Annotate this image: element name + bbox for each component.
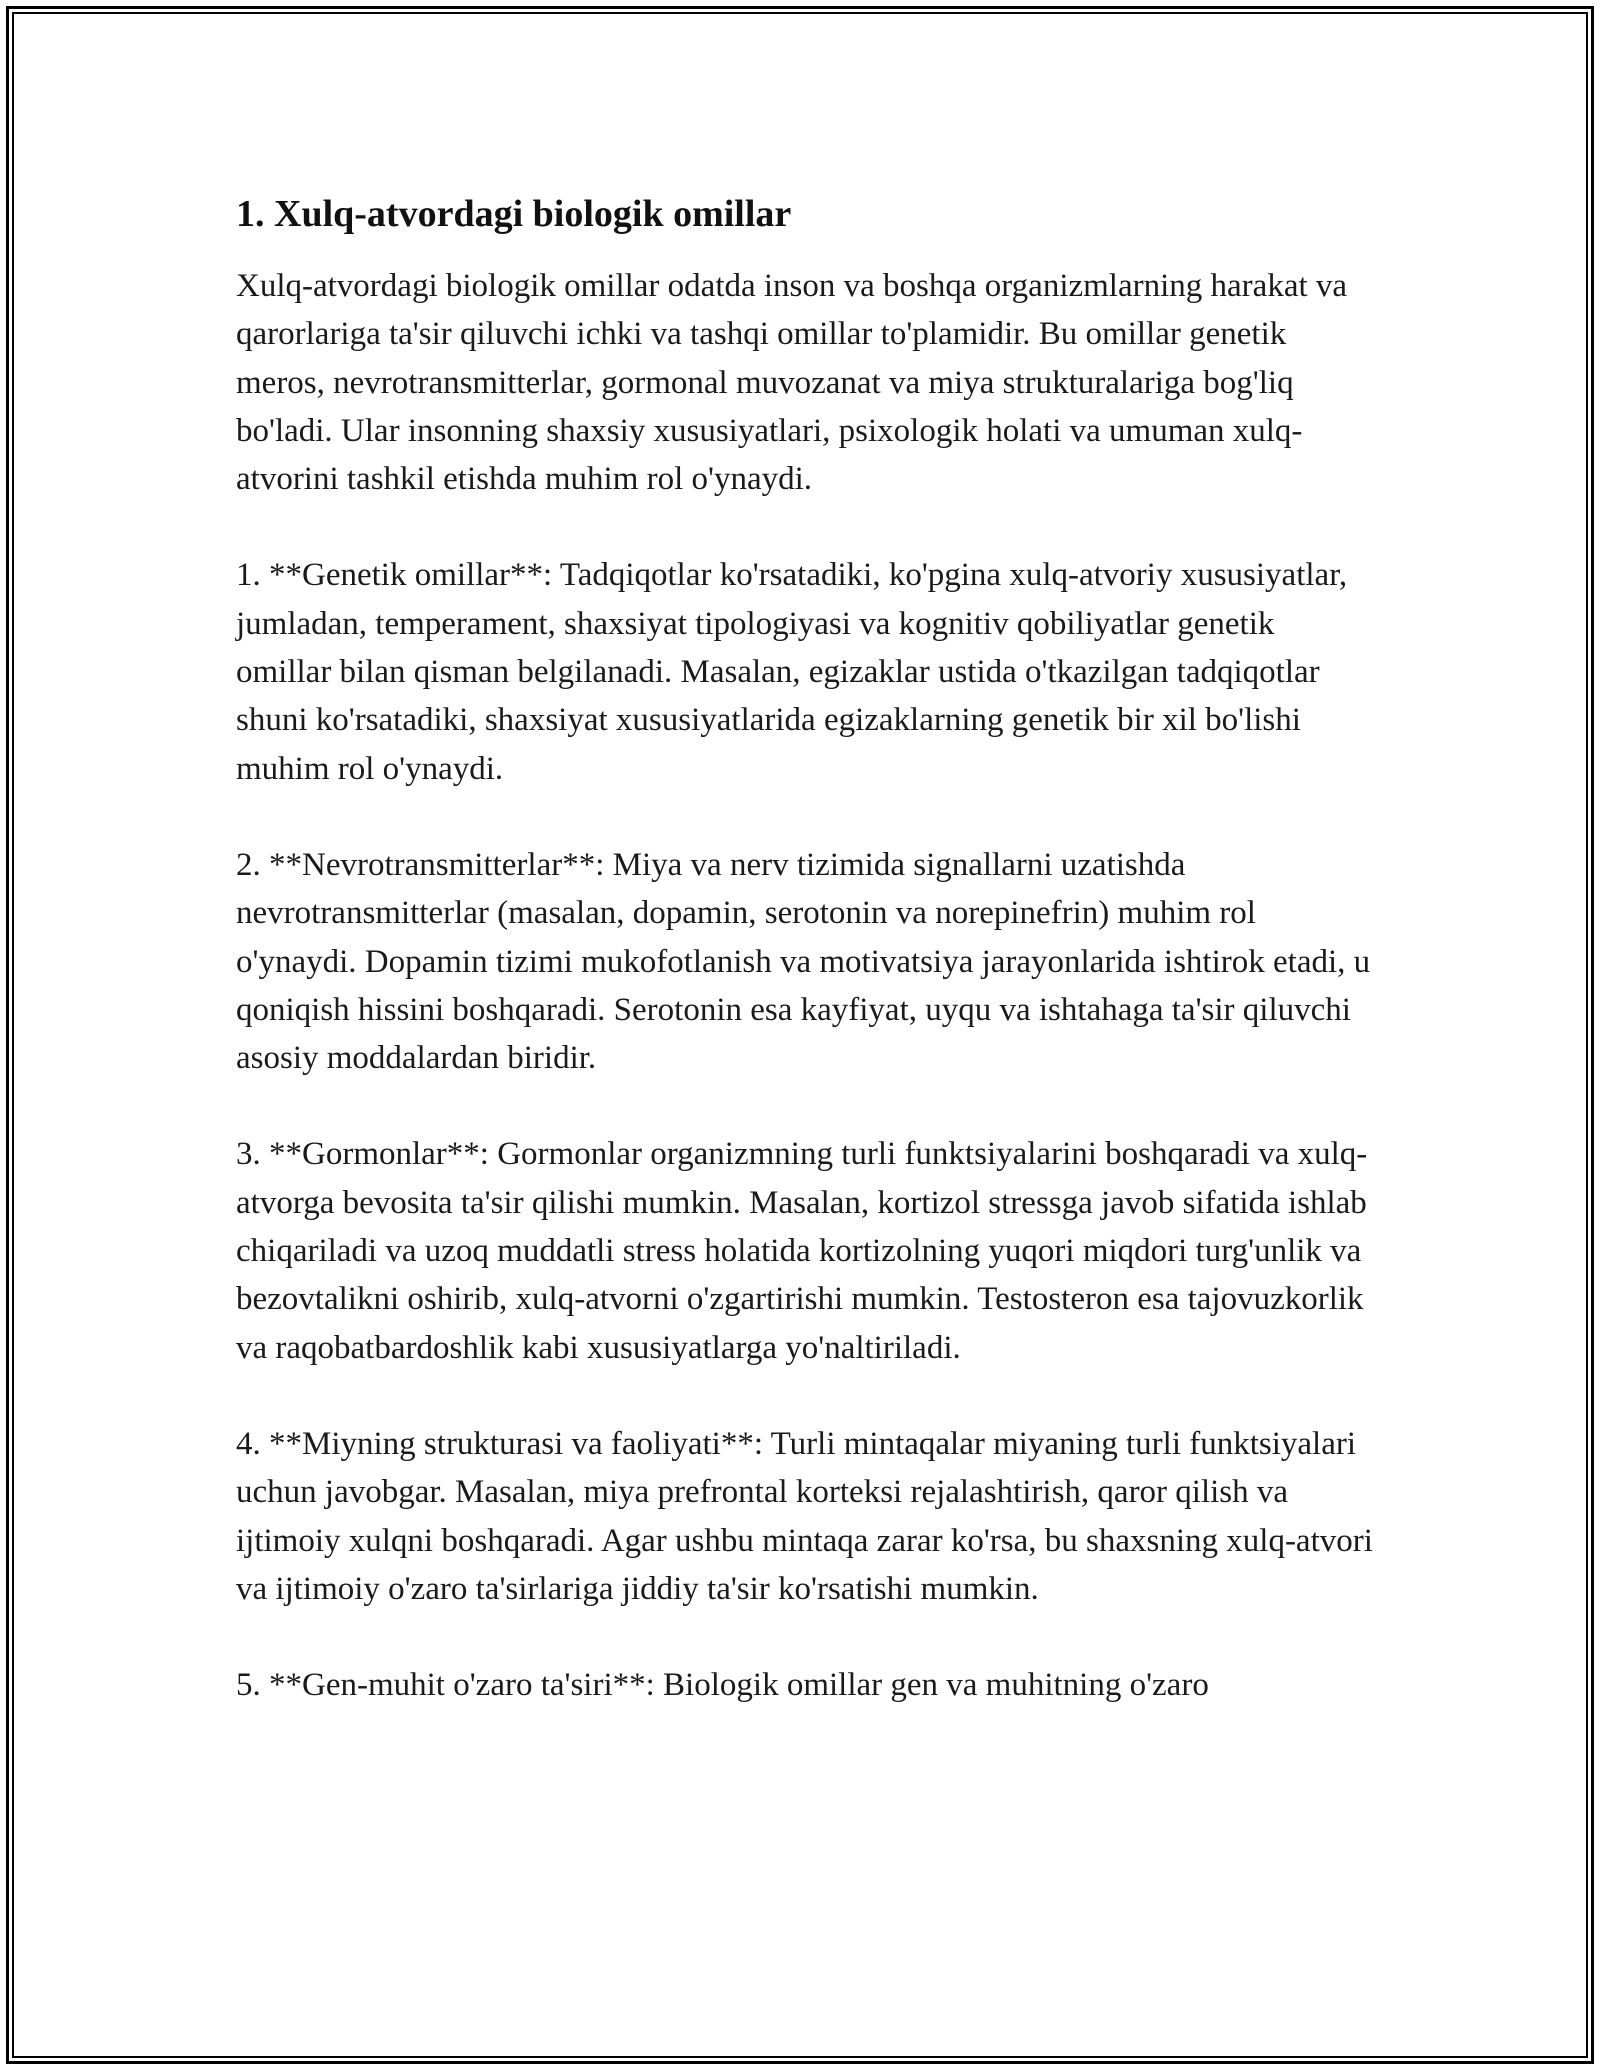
genetic-factors-paragraph: 1. **Genetik omillar**: Tadqiqotlar ko'rsatadiki, ko'pgina xulq-atvoriy xususiyatlar, jumladan, temperament, shaxsiyat tipologiyasi va kognitiv qobiliyatlar genetik omillar bilan qisman belgilanadi. Masalan, egizaklar ustida o'tkazilgan tadqiqotlar shuni ko'rsatadiki, shaxsiyat xususiyatlarida egizaklarning genetik bir xil bo'lishi muhim rol o'ynaydi. xyxy=(236,557,1348,787)
hormones-paragraph: 3. **Gormonlar**: Gormonlar organizmning turli funktsiyalarini boshqaradi va xulq-atvorga bevosita ta'sir qilishi mumkin. Masalan, kortizol stressga javob sifatida ishlab chiqariladi va uzoq muddatli stress holatida kortizolning yuqori miqdori turg'unlik va bezovtalikni oshirib, xulq-atvorni o'zgartirishi mumkin. Testosteron esa tajovuzkorlik va raqobatbardoshlik kabi xususiyatlarga yo'naltiriladi. xyxy=(236,1136,1368,1366)
document-body xyxy=(236,188,1376,1757)
gene-environment-paragraph: 5. **Gen-muhit o'zaro ta'siri**: Biologik omillar gen va muhitning o'zaro xyxy=(236,1667,1209,1704)
neurotransmitters-paragraph: 2. **Nevrotransmitterlar**: Miya va nerv tizimida signallarni uzatishda nevrotransmitterlar (masalan, dopamin, serotonin va norepinefrin) muhim rol o'ynaydi. Dopamin tizimi mukofotlanish va motivatsiya jarayonlarida ishtirok etadi, u qoniqish hissini boshqaradi. Serotonin esa kayfiyat, uyqu va ishtahaga ta'sir qiluvchi asosiy moddalardan biridir. xyxy=(236,846,1371,1077)
brain-structure-paragraph: 4. **Miyning strukturasi va faoliyati**: Turli mintaqalar miyaning turli funktsiyalari uchun javobgar. Masalan, miya prefrontal korteksi rejalashtirish, qaror qilish va ijtimoiy xulqni boshqaradi. Agar ushbu mintaqa zarar ko'rsa, bu shaxsning xulq-atvori va ijtimoiy o'zaro ta'sirlariga jiddiy ta'sir ko'rsatishi mumkin. xyxy=(236,1425,1373,1607)
document-title: 1. Xulq-atvordagi biologik omillar xyxy=(236,193,792,235)
intro-paragraph: Xulq-atvordagi biologik omillar odatda inson va boshqa organizmlarning harakat va qarorlariga ta'sir qiluvchi ichki va tashqi omillar to'plamidir. Bu omillar genetik meros, nevrotransmitterlar, gormonal muvozanat va miya strukturalariga bog'liq bo'ladi. Ular insonning shaxsiy xususiyatlari, psixologik holati va umuman xulq-atvorini tashkil etishda muhim rol o'ynaydi. xyxy=(236,268,1348,498)
